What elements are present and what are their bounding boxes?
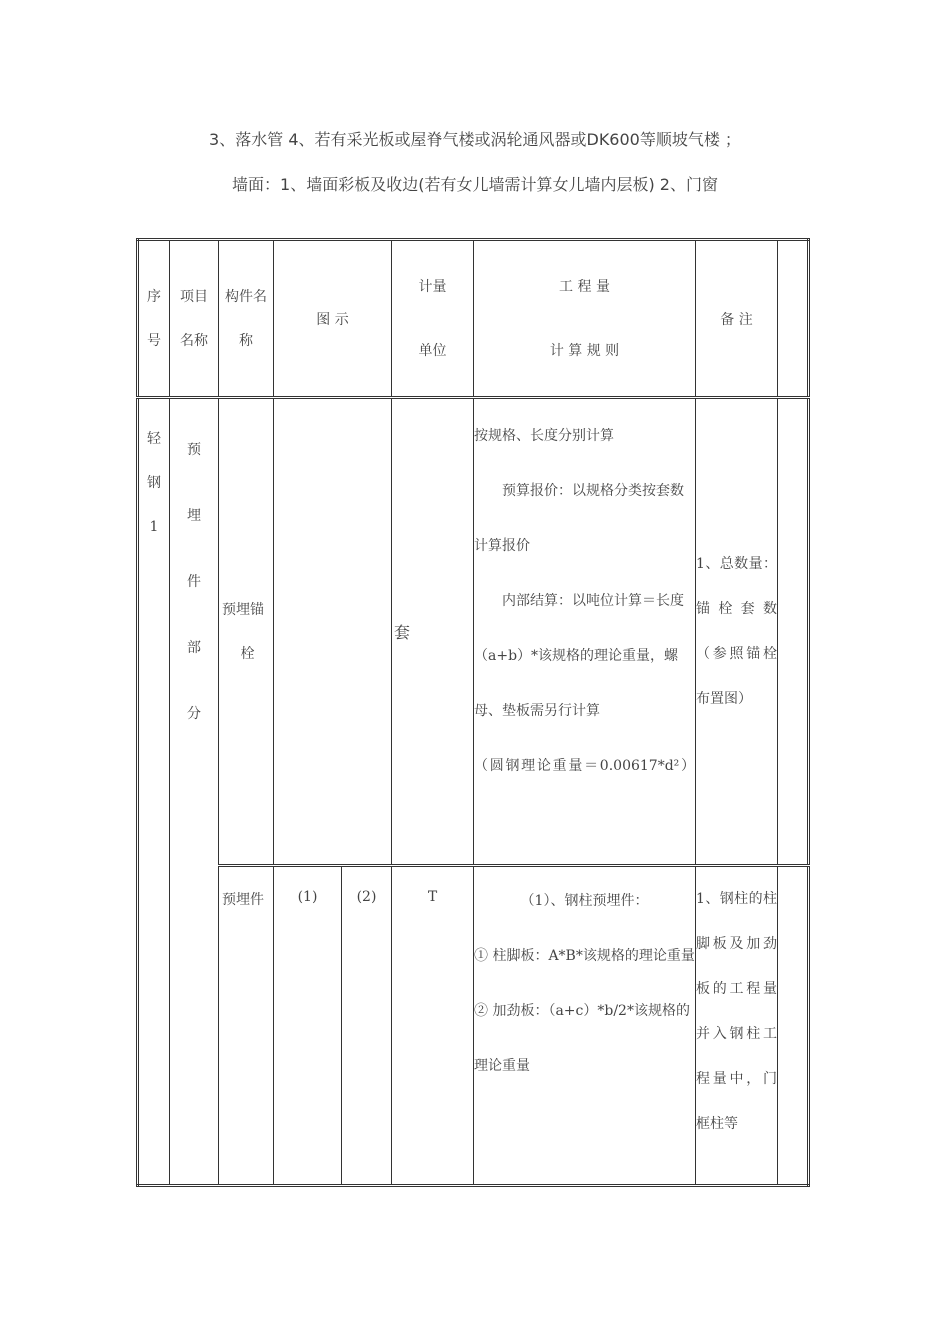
blank-embedded-part (778, 866, 809, 1186)
remark-anchor-bolt: 1、总数量：锚栓套数（参照锚栓布置图） (696, 398, 778, 866)
rules-embedded-part: （1）、钢柱预埋件： ① 柱脚板：A*B*该规格的理论重量 ② 加劲板：（a+c）*b/2*该规格的理论重量 (474, 866, 696, 1186)
rules-anchor-bolt: 按规格、长度分别计算 预算报价：以规格分类按套数计算报价 内部结算：以吨位计算＝长度（a+b）*该规格的理论重量，螺母、垫板需另行计算 （圆钢理论重量＝0.00617*d²） (474, 398, 696, 866)
header-project: 项目 名称 (170, 240, 219, 398)
header-seq: 序 号 (138, 240, 170, 398)
header-remark: 备 注 (696, 240, 778, 398)
intro-line-1: 3、落水管 4、若有采光板或屋脊气楼或涡轮通风器或DK600等顺坡气楼 ； (209, 130, 741, 149)
header-component: 构件名 称 (219, 240, 274, 398)
header-unit: 计量 单位 (392, 240, 474, 398)
quantity-rules-table (136, 238, 810, 1187)
header-diagram: 图 示 (274, 240, 392, 398)
row-project: 预 埋 件 部 分 (170, 398, 219, 1186)
component-anchor-bolt: 预埋锚 栓 (219, 398, 274, 866)
component-embedded-part: 预埋件 (219, 866, 274, 1186)
unit-embedded-part: T (392, 866, 474, 1186)
remark-embedded-part: 1、钢柱的柱脚板及加劲板的工程量并入钢柱工程量中，门框柱等 (696, 866, 778, 1186)
intro-line-2: 墙面：1、墙面彩板及收边(若有女儿墙需计算女儿墙内层板) 2、门窗 (232, 175, 718, 194)
row-seq: 轻 钢 1 (138, 398, 170, 1186)
diagram-left-label: (1) (274, 866, 342, 1186)
diagram-anchor-bolt (274, 398, 392, 866)
diagram-right-label: (2) (342, 866, 392, 1186)
blank-anchor-bolt (778, 398, 809, 866)
header-quantity-rules: 工 程 量 计 算 规 则 (474, 240, 696, 398)
unit-anchor-bolt: 套 (392, 398, 474, 866)
header-blank (778, 240, 809, 398)
